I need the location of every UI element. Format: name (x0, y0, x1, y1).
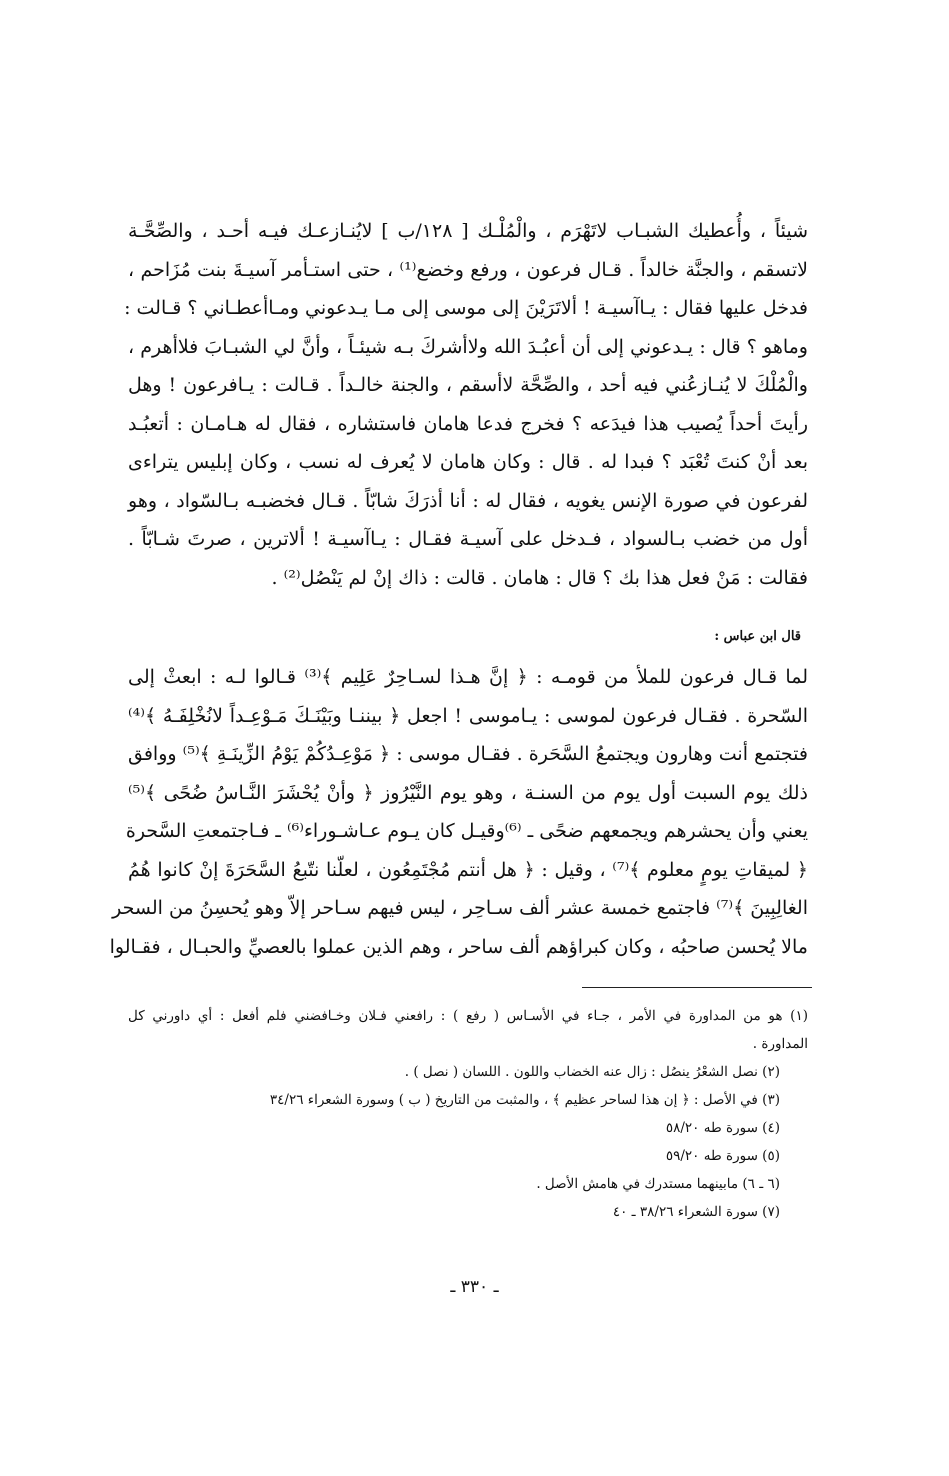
text-line: ذلك يوم السبت أول يوم من السنـة ، وهو يوم النَّيْرُوز ﴿ وأنْ يُحْشَرَ النَّـاسُ ضُحًى ﴾⁽⁵⁾ (128, 781, 808, 804)
section-heading: قال ابن عباس : (714, 629, 801, 644)
footnote: (٥) سورة طه ٥٩/٢٠ (665, 1148, 780, 1164)
text-line: السّحرة . فقـال فرعون لموسى : يـاموسى ! اجعل ﴿ بيننـا وبَيْنَـكَ مَـوْعِـداً لانُخْلِفَـهُ ﴾⁽⁴⁾ (128, 704, 808, 727)
footnote-divider (582, 987, 812, 988)
footnote: (٧) سورة الشعراء ٣٨/٢٦ ـ ٤٠ (612, 1204, 780, 1220)
footnotes (128, 1002, 808, 1226)
footnote: (٢) نصل الشعْرُ ينصُل : زال عنه الخضاب واللون . اللسان ( نصل ) . (404, 1064, 780, 1080)
footnote: (٤) سورة طه ٥٨/٢٠ (665, 1120, 780, 1136)
text-line: فتجتمع أنت وهارون ويجتمعُ السَّحَرة . فقـال موسى : ﴿ مَوْعِـدُكُمْ يَوْمُ الزِّينَـةِ ﴾⁽⁵⁾ ووافق (128, 743, 809, 765)
text-line: رأيتَ أحداً يُصيب هذا فيدَعه ؟ فخرج فدعا هامان فاستشاره ، فقال له هـامـان : أتعبُـد (128, 412, 808, 435)
main-text-block (124, 212, 808, 597)
text-line: فدخل عليها فقال : يـاآسيـة ! ألاتَرَيْنَ إلى موسى إلى مـا يـدعوني ومـاأعطـاني ؟ قـالت : (124, 297, 808, 319)
text-line: شيئاً ، وأُعطيك الشبـاب لاتَهْرَم ، والْمُلْـك [ ١٢٨/ب ] لايُنـازعـك فيـه أحـد ، والصِّحَّـة (128, 220, 808, 242)
text-line: لاتسقم ، والجنَّة خالداً . قـال فرعون ، ورفع وخضع⁽¹⁾ ، حتى استـأمر آسيـةَ بنت مُزَاحم ، (128, 258, 808, 281)
footnote-continuation: المداورة . (752, 1036, 808, 1052)
page-number: ـ ٣٣٠ ـ (450, 1277, 499, 1297)
text-line: الغالِبِينَ ﴾⁽⁷⁾ فاجتمع خمسة عشر ألف سـاحِر ، ليس فيهم سـاحر إلاّ وهو يُحسِنُ من السحر (112, 897, 808, 919)
text-line: فقالت : مَنْ فعل هذا بك ؟ قال : هامان . قالت : ذاك إنْ لم يَنْصُل⁽²⁾ . (271, 566, 808, 589)
text-line: أول من خضب بـالسواد ، فـدخل على آسيـة فقـال : يـاآسيـة ! ألاترين ، صرتَ شـابّاً . (128, 528, 808, 550)
second-text-block (109, 658, 809, 966)
footnote: (٣) في الأصل : ﴿ إن هذا لساحر عظيم ﴾ ، والمثبت من التاريخ ( ب ) وسورة الشعراء ٣٤/٢٦ (269, 1092, 780, 1108)
text-line: والْمُلْكَ لا يُنـازعُني فيه أحد ، والصِّحَّة لاأسقم ، والجنة خالـداً . قـالت : يـافرعون ! وهل (128, 374, 808, 396)
footnote: (٦ ـ ٦) مابينهما مستدرك في هامش الأصل . (536, 1176, 780, 1192)
text-line: بعد أنْ كنتَ تُعْبَد ؟ فبدا له . قال : وكان هامان لا يُعرف له نسب ، وكان إبليس يتراءى (128, 451, 808, 473)
footnote: (١) هو من المداورة في الأمر ، جـاء في الأسـاس ( رفع ) : رافعني فـلان وخـافضني فلم أفعل : أي داورني كل (128, 1008, 808, 1024)
text-line: ﴿ لميقاتِ يومٍ معلوم ﴾⁽⁷⁾ ، وقيل : ﴿ هل أنتم مُجْتَمِعُون ، لعلّنا نتّبعُ السَّحَرَةَ إنْ كانوا هُمُ (128, 858, 808, 881)
text-line: مالا يُحسن صاحبُه ، وكان كبراؤهم ألف ساحر ، وهم الذين عملوا بالعصيِّ والحبـال ، فقـالوا (109, 935, 808, 958)
text-line: يعني وأن يحشرهم ويجمعهم ضحًى ـ ⁽⁶⁾وقيـل كان يـوم عـاشـوراء⁽⁶⁾ ـ فـاجتمعتِ السَّحرة (125, 820, 808, 842)
text-line: لفرعون في صورة الإنس يغويه ، فقال له : أنا أذرَكَ شابّاً . قـال فخضبـه بـالسّواد ، وهو (128, 489, 808, 512)
text-line: لما قـال فرعون للملأ من قومـه : ﴿ إنَّ هـذا لسـاحِرٌ عَلِيم ﴾⁽³⁾ قـالوا لـه : ابعثْ إلى (128, 666, 808, 688)
text-line: وماهو ؟ قال : يـدعوني إلى أن أعبُـدَ الله ولاأشركَ بـه شيئـاً ، وأنَّ لي الشبـابَ فلاأهرم ، (128, 335, 808, 358)
